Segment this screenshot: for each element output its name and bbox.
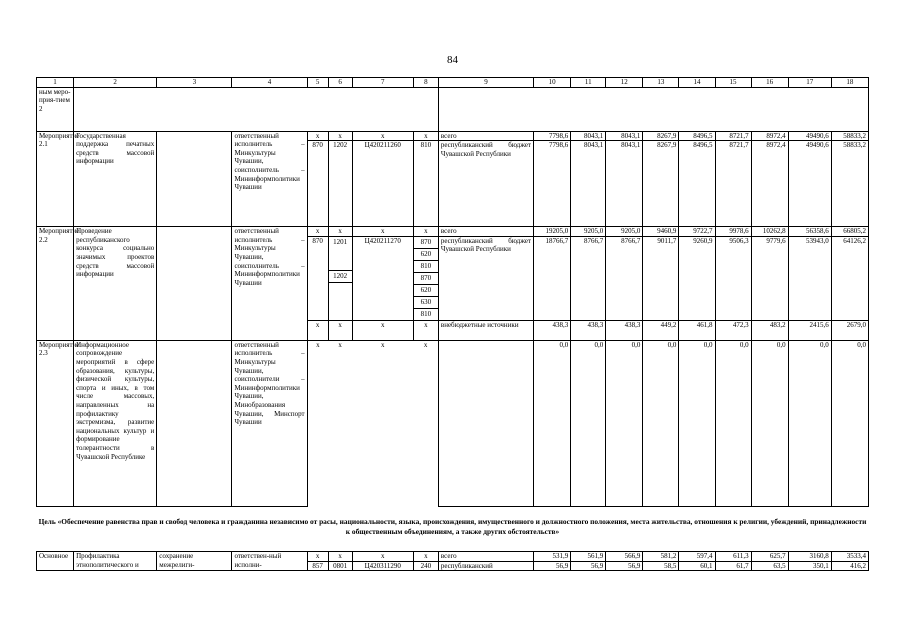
value-cell: 64126,2: [831, 236, 868, 320]
value-cell: 611,3: [715, 552, 751, 562]
cell: 620: [414, 285, 438, 297]
empty-cell: [157, 131, 232, 227]
cell: 810: [413, 141, 438, 227]
table-row: [37, 340, 869, 506]
measure-executor: ответственный исполнитель – Минкультуры Чувашии, соисполнитель – Мининформполитики Чувашии: [232, 131, 307, 227]
header-cell: 16: [751, 78, 788, 88]
funding-source: внебюджетные источники: [438, 320, 533, 340]
cell: 240: [413, 561, 438, 571]
header-cell: 7: [352, 78, 413, 88]
cell: Ц420211270: [352, 236, 413, 320]
value-cell: 8043,1: [571, 131, 606, 141]
value-cell: 483,2: [751, 320, 788, 340]
value-cell: 18766,7: [534, 236, 571, 320]
empty-cell: [74, 87, 439, 131]
empty-cell: [157, 227, 232, 341]
header-cell: 11: [571, 78, 606, 88]
table-row: [37, 227, 869, 237]
cell: x: [307, 340, 328, 506]
value-cell: 49490,6: [788, 131, 831, 141]
value-cell: 58833,2: [831, 131, 868, 141]
value-cell: 531,9: [534, 552, 571, 562]
value-cell: 416,2: [831, 561, 868, 571]
header-cell: 10: [534, 78, 571, 88]
value-cell: 0,0: [534, 340, 571, 506]
value-cell: 10262,8: [751, 227, 788, 237]
measure-title: Проведение республиканского конкурса социально значимых проектов средств массовой информации: [74, 227, 157, 341]
cell: 870: [414, 273, 438, 285]
value-cell: 8043,1: [606, 141, 643, 227]
cell: 1202: [328, 141, 352, 227]
program-table-continued: [36, 551, 869, 571]
value-cell: 58,5: [643, 561, 679, 571]
cell: Ц420211260: [352, 141, 413, 227]
cell: 0801: [328, 561, 352, 571]
value-cell: 3160,8: [788, 552, 831, 562]
value-cell: 8721,7: [715, 141, 751, 227]
header-cell: 9: [438, 78, 533, 88]
measure-executor: ответственный исполнитель – Минкультуры Чувашии, соисполнитель – Мининформполитики Чувашии: [232, 227, 307, 341]
cont-cell: ным меро-прия-тием 2: [37, 87, 74, 131]
cell: x: [307, 320, 328, 340]
cell: [328, 236, 352, 320]
value-cell: 56,9: [606, 561, 643, 571]
measure-name: Мероприятие 2.1: [37, 131, 74, 227]
cell: 857: [307, 561, 328, 571]
cell: x: [307, 227, 328, 237]
value-cell: 438,3: [534, 320, 571, 340]
value-cell: 2415,6: [788, 320, 831, 340]
header-cell: 14: [679, 78, 715, 88]
table-row: [37, 552, 869, 562]
header-cell: 18: [831, 78, 868, 88]
funding-source: республиканский бюджет Чувашской Республики: [438, 141, 533, 227]
value-cell: 0,0: [715, 340, 751, 506]
measure-title: Информационное сопровождение мероприятий в сфере образования, культуры, физической культуры, спорта и иных, в том числе массовых, направленных на профилактику экстремизма, развитие национальных культур и формирование толерантности в Чувашской Республике: [74, 340, 157, 506]
header-cell: 5: [307, 78, 328, 88]
cell: x: [328, 552, 352, 562]
page-number: 84: [447, 54, 458, 66]
value-cell: 56,9: [534, 561, 571, 571]
measure-executor: ответствен-ный исполни-: [232, 552, 307, 571]
cell: 630: [414, 297, 438, 309]
value-cell: 8267,9: [643, 141, 679, 227]
cell: x: [352, 552, 413, 562]
cell: 870: [414, 237, 438, 249]
value-cell: 0,0: [751, 340, 788, 506]
value-cell: 2679,0: [831, 320, 868, 340]
cell: x: [352, 320, 413, 340]
value-cell: 472,3: [715, 320, 751, 340]
funding-source: всего: [438, 227, 533, 237]
header-cell: 4: [232, 78, 307, 88]
value-cell: 56,9: [571, 561, 606, 571]
value-cell: 350,1: [788, 561, 831, 571]
value-cell: 8766,7: [606, 236, 643, 320]
cell: x: [352, 227, 413, 237]
value-cell: 8972,4: [751, 141, 788, 227]
value-cell: 8043,1: [571, 141, 606, 227]
value-cell: 0,0: [788, 340, 831, 506]
value-cell: 0,0: [831, 340, 868, 506]
empty-cell: [157, 340, 232, 506]
value-cell: 8972,4: [751, 131, 788, 141]
code-1202: 1202: [329, 270, 352, 283]
cell: x: [413, 552, 438, 562]
cell: x: [338, 340, 342, 349]
value-cell: 597,4: [679, 552, 715, 562]
value-cell: 7798,6: [534, 131, 571, 141]
cell: 620: [414, 249, 438, 261]
empty-cell: [438, 340, 533, 506]
value-cell: 449,2: [643, 320, 679, 340]
cell: x: [413, 227, 438, 237]
header-cell: 17: [788, 78, 831, 88]
header-cell: 1: [37, 78, 74, 88]
value-cell: 561,9: [571, 552, 606, 562]
header-cell: 8: [413, 78, 438, 88]
cell: 870: [307, 236, 328, 320]
value-cell: 56358,6: [788, 227, 831, 237]
column-numbers-row: [37, 78, 869, 88]
funding-source: республиканский: [438, 561, 533, 571]
value-cell: 53943,0: [788, 236, 831, 320]
value-cell: 7798,6: [534, 141, 571, 227]
cell: x: [328, 227, 352, 237]
measure-title: Государственная поддержка печатных средств массовой информации: [74, 131, 157, 227]
cell: x: [307, 131, 328, 141]
cell: Ц420311290: [352, 561, 413, 571]
value-cell: 8267,9: [643, 131, 679, 141]
value-cell: 461,8: [679, 320, 715, 340]
goal-heading: Цель «Обеспечение равенства прав и свобод человека и гражданина независимо от расы, национальности, языка, происхождения, имущественного и должностного положения, места жительства, отношения к религии, убеждений, принадлежности к общественным объединениям, а также других обстоятельств»: [38, 517, 867, 536]
empty-cell: [438, 87, 868, 131]
code-stack: [413, 236, 438, 320]
measure-title: Профилактика этнополитического и: [74, 552, 157, 571]
value-cell: 8043,1: [606, 131, 643, 141]
cell: x: [328, 131, 352, 141]
value-cell: 566,9: [606, 552, 643, 562]
goal-cell: сохранение межрелиги-: [157, 552, 232, 571]
cell: 810: [414, 261, 438, 273]
value-cell: 9722,7: [679, 227, 715, 237]
value-cell: 0,0: [571, 340, 606, 506]
header-cell: 6: [328, 78, 352, 88]
value-cell: 49490,6: [788, 141, 831, 227]
cell: x: [413, 131, 438, 141]
value-cell: 8496,5: [679, 131, 715, 141]
measure-name: Мероприятие 2.3: [37, 340, 74, 506]
value-cell: 438,3: [571, 320, 606, 340]
value-cell: 438,3: [606, 320, 643, 340]
value-cell: 61,7: [715, 561, 751, 571]
value-cell: 0,0: [606, 340, 643, 506]
value-cell: 8496,5: [679, 141, 715, 227]
cell: 810: [420, 309, 432, 318]
program-table: [36, 77, 869, 507]
funding-source: всего: [438, 131, 533, 141]
value-cell: 0,0: [643, 340, 679, 506]
header-cell: 13: [643, 78, 679, 88]
funding-source: всего: [438, 552, 533, 562]
header-cell: 3: [157, 78, 232, 88]
funding-source: республиканский бюджет Чувашской Республики: [438, 236, 533, 320]
header-cell: 12: [606, 78, 643, 88]
value-cell: 9260,9: [679, 236, 715, 320]
cell: 870: [307, 141, 328, 227]
value-cell: 58833,2: [831, 141, 868, 227]
cell: x: [413, 320, 438, 340]
value-cell: 9460,9: [643, 227, 679, 237]
table-row: [37, 131, 869, 141]
cell: x: [328, 320, 352, 340]
cell: x: [307, 552, 328, 562]
value-cell: 0,0: [679, 340, 715, 506]
value-cell: 9205,0: [606, 227, 643, 237]
value-cell: 9011,7: [643, 236, 679, 320]
value-cell: 9779,6: [751, 236, 788, 320]
value-cell: 60,1: [679, 561, 715, 571]
value-cell: 625,7: [751, 552, 788, 562]
value-cell: 9205,0: [571, 227, 606, 237]
header-cell: 2: [74, 78, 157, 88]
measure-name: Мероприятие 2.2: [37, 227, 74, 341]
header-cell: 15: [715, 78, 751, 88]
value-cell: 3533,4: [831, 552, 868, 562]
value-cell: 581,2: [643, 552, 679, 562]
value-cell: 66805,2: [831, 227, 868, 237]
continuation-row: [37, 87, 869, 131]
value-cell: 8721,7: [715, 131, 751, 141]
value-cell: 19205,0: [534, 227, 571, 237]
measure-name: Основное: [37, 552, 74, 571]
cell: x: [423, 340, 428, 349]
cell: x: [381, 340, 385, 349]
code-1201: 1201: [333, 237, 348, 246]
value-cell: 63,5: [751, 561, 788, 571]
value-cell: 9506,3: [715, 236, 751, 320]
value-cell: 8766,7: [571, 236, 606, 320]
measure-executor: ответственный исполнитель – Минкультуры Чувашии, соисполнители – Мининформполитики Чувашии, Минобразования Чувашии, Минспорт Чувашии: [232, 340, 307, 506]
cell: x: [352, 131, 413, 141]
value-cell: 9978,6: [715, 227, 751, 237]
